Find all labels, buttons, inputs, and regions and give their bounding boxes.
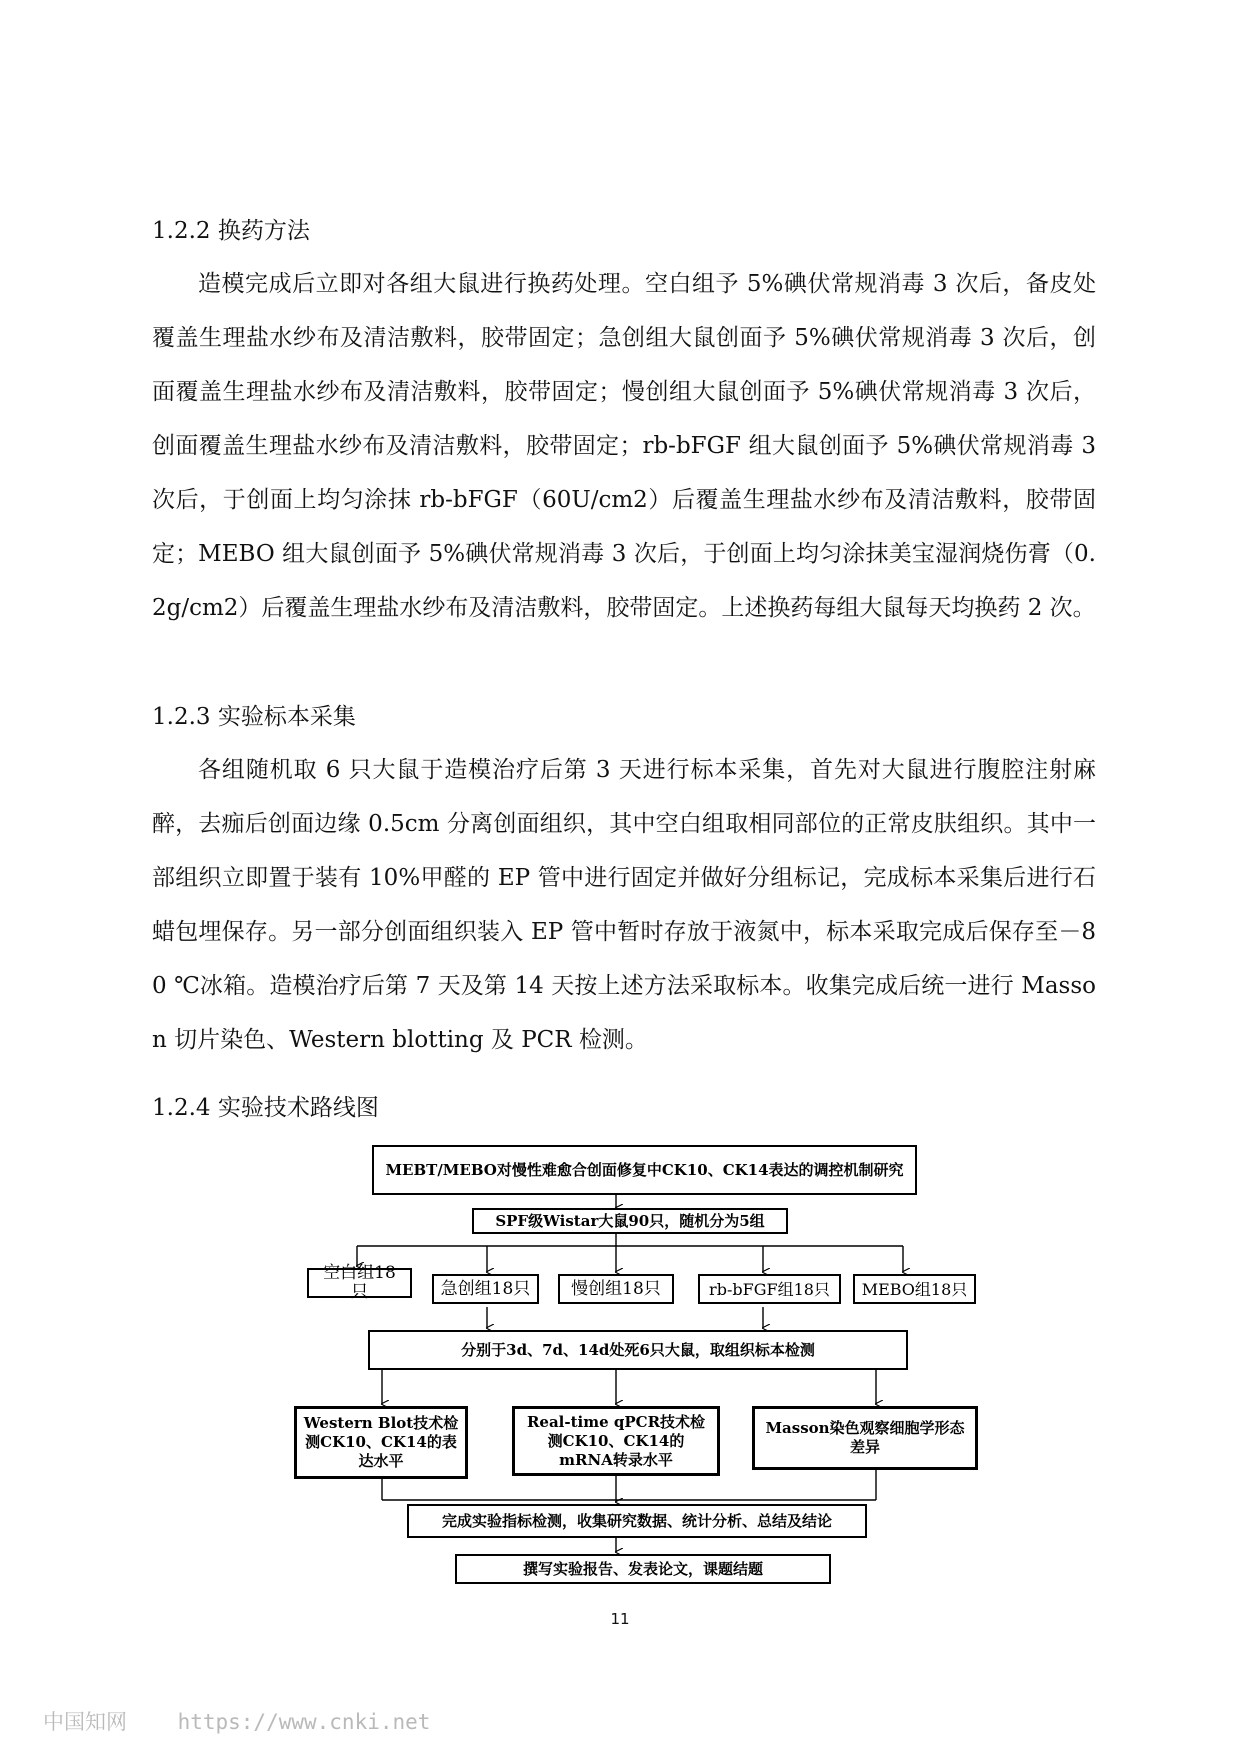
flowchart-western-blot-box: Western Blot技术检测CK10、CK14的表达水平 (294, 1406, 468, 1479)
flowchart-qpcr-box: Real-time qPCR技术检测CK10、CK14的mRNA转录水平 (512, 1406, 720, 1476)
section-heading-1-2-3: 1.2.3 实验标本采集 (152, 704, 356, 730)
page-number: 11 (610, 1610, 630, 1628)
flowchart-report-box: 撰写实验报告、发表论文，课题结题 (455, 1554, 831, 1584)
section-heading-1-2-2: 1.2.2 换药方法 (152, 218, 310, 244)
flowchart-group-mebo: MEBO组18只 (853, 1274, 976, 1304)
flowchart-masson-box: Masson染色观察细胞学形态差异 (752, 1406, 978, 1470)
flowchart-sampling-box: 分别于3d、7d、14d处死6只大鼠，取组织标本检测 (368, 1330, 908, 1370)
cnki-watermark: 中国知网 https://www.cnki.net (43, 1710, 431, 1734)
flowchart-animals-box: SPF级Wistar大鼠90只，随机分为5组 (472, 1208, 788, 1234)
flowchart-analysis-box: 完成实验指标检测，收集研究数据、统计分析、总结及结论 (407, 1504, 867, 1538)
flowchart-group-chronic: 慢创组18只 (558, 1274, 674, 1304)
flowchart-group-blank: 空白组18只 (307, 1268, 412, 1298)
flowchart-group-rbbfgf: rb-bFGF组18只 (698, 1274, 841, 1304)
paragraph-dressing-method: 造模完成后立即对各组大鼠进行换药处理。空白组予 5%碘伏常规消毒 3 次后，备皮处覆盖生理盐水纱布及清洁敷料，胶带固定；急创组大鼠创面予 5%碘伏常规消毒 3 次后，创面覆盖生理盐水纱布及清洁敷料，胶带固定；慢创组大鼠创面予 5%碘伏常规消毒 3 次后，创面覆盖生理盐水纱布及清洁敷料，胶带固定；rb-bFGF 组大鼠创面予 5%碘伏常规消毒 3 次后，于创面上均匀涂抹 rb-bFGF（60U/cm2）后覆盖生理盐水纱布及清洁敷料，胶带固定；MEBO 组大鼠创面予 5%碘伏常规消毒 3 次后，于创面上均匀涂抹美宝湿润烧伤膏（0.2g/cm2）后覆盖生理盐水纱布及清洁敷料，胶带固定。上述换药每组大鼠每天均换药 2 次。 (152, 271, 1096, 621)
paragraph-specimen-collection: 各组随机取 6 只大鼠于造模治疗后第 3 天进行标本采集，首先对大鼠进行腹腔注射麻醉，去痂后创面边缘 0.5cm 分离创面组织，其中空白组取相同部位的正常皮肤组织。其中一部组织立即置于装有 10%甲醛的 EP 管中进行固定并做好分组标记，完成标本采集后进行石蜡包埋保存。另一部分创面组织装入 EP 管中暂时存放于液氮中，标本采取完成后保存至－80 ℃冰箱。造模治疗后第 7 天及第 14 天按上述方法采取标本。收集完成后统一进行 Masson 切片染色、Western blotting 及 PCR 检测。 (152, 757, 1096, 1053)
flowchart-group-acute: 急创组18只 (432, 1274, 539, 1304)
flowchart-title-box: MEBT/MEBO对慢性难愈合创面修复中CK10、CK14表达的调控机制研究 (372, 1145, 917, 1195)
section-heading-1-2-4: 1.2.4 实验技术路线图 (152, 1095, 379, 1121)
